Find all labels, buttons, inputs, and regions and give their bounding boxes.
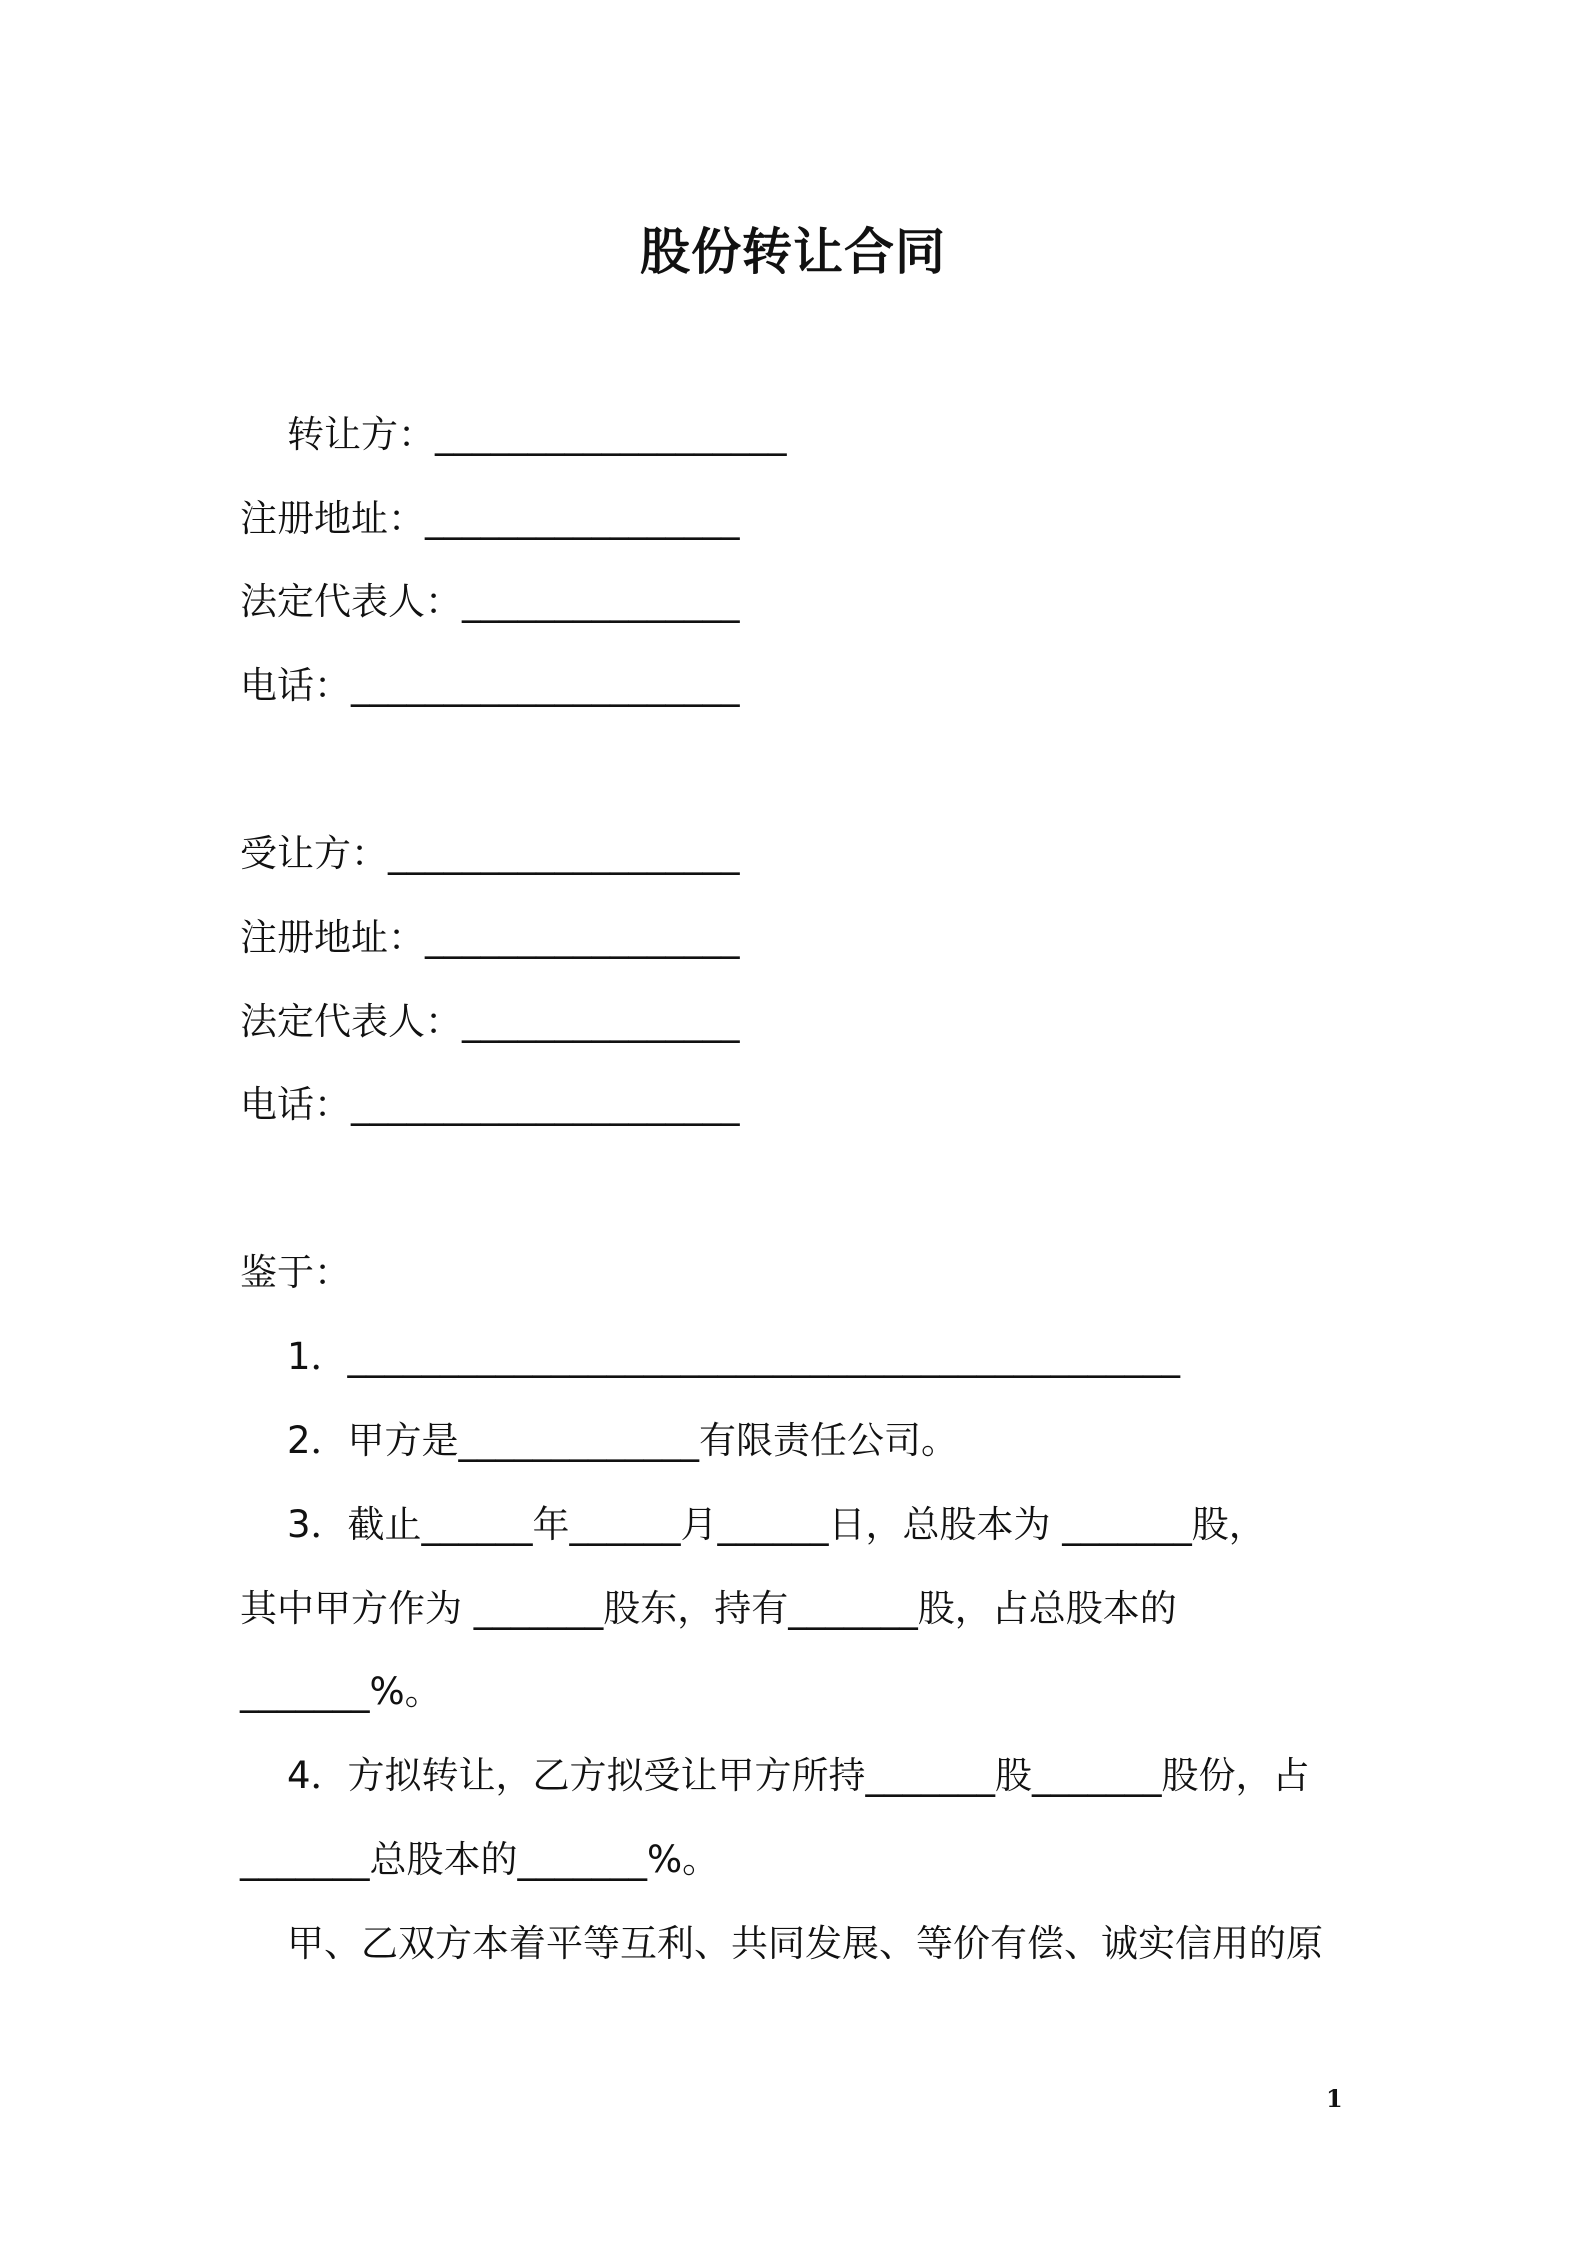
transferee-rep-line: 法定代表人：_______________ [240,1000,740,1043]
whereas-heading: 鉴于： [240,1251,351,1294]
whereas-item-3-line-1: 3．截止______年______月______日，总股本为 _______股， [287,1503,1266,1546]
transferee-address-line: 注册地址：_________________ [240,916,740,959]
closing-paragraph-line: 甲、乙双方本着平等互利、共同发展、等价有偿、诚实信用的原 [287,1922,1323,1965]
whereas-item-1: 1．_____________________________________________ [287,1335,1181,1378]
whereas-item-4-line-2: _______总股本的_______%。 [240,1838,720,1881]
transferee-phone-line: 电话：_____________________ [240,1083,740,1126]
whereas-item-4-line-1: 4．方拟转让，乙方拟受让甲方所持_______股_______股份，占 [287,1754,1310,1797]
whereas-item-2: 2．甲方是_____________有限责任公司。 [287,1419,959,1462]
transferor-name-line: 转让方：___________________ [287,413,787,456]
transferor-phone-line: 电话：_____________________ [240,664,740,707]
transferor-rep-line: 法定代表人：_______________ [240,580,740,623]
transferor-address-line: 注册地址：_________________ [240,497,740,540]
contract-title: 股份转让合同 [640,223,946,281]
whereas-item-3-line-3: _______%。 [240,1670,442,1713]
whereas-item-3-line-2: 其中甲方作为 _______股东，持有_______股，占总股本的 [240,1587,1177,1630]
transferee-name-line: 受让方：___________________ [240,832,740,875]
page-number: 1 [1326,2084,1343,2113]
